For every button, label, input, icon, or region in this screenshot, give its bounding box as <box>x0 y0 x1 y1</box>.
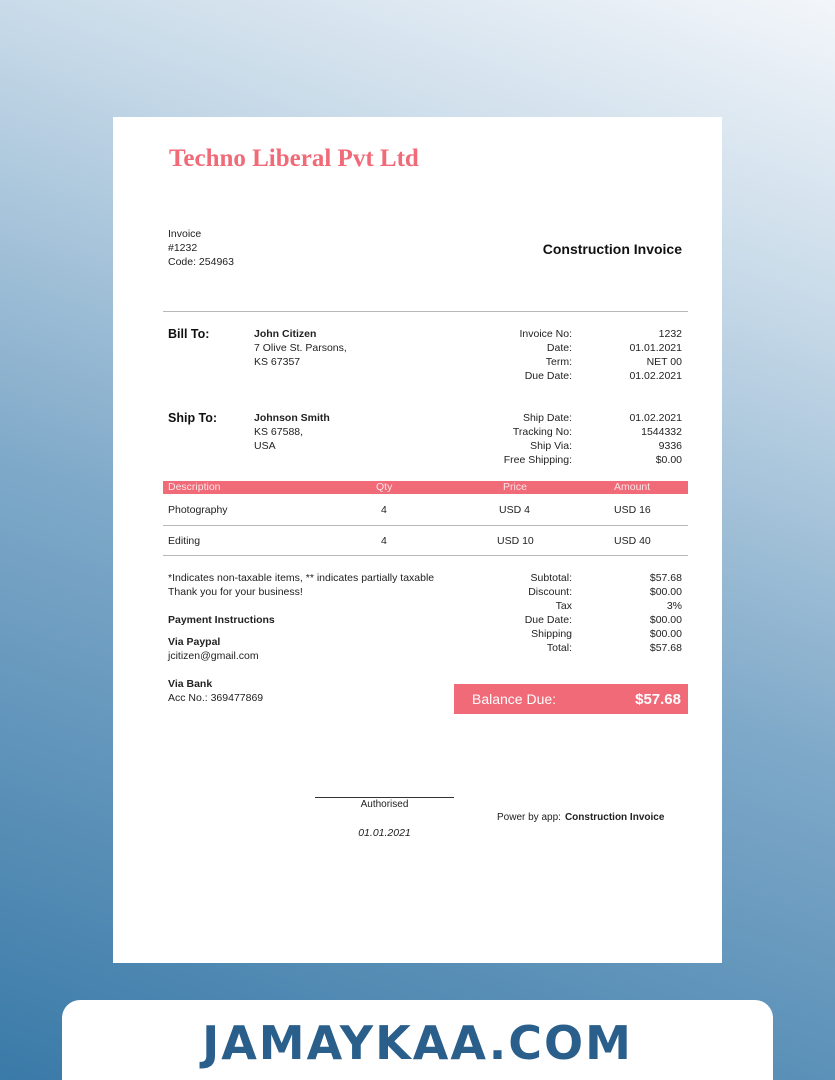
company-name: Techno Liberal Pvt Ltd <box>169 145 419 172</box>
header-divider <box>163 311 688 312</box>
row-divider <box>163 525 688 526</box>
footer-banner <box>62 1000 773 1080</box>
header-amount: Amount <box>614 481 651 493</box>
powered-by-app: Construction Invoice <box>564 812 665 823</box>
cell-price: USD 10 <box>497 535 534 547</box>
ship-row <box>472 439 682 453</box>
powered-by-prefix: Power by app: <box>497 812 561 823</box>
invoice-meta <box>168 227 234 269</box>
ship-to-name: Johnson Smith <box>254 412 330 424</box>
thank-you-note: Thank you for your business! <box>168 586 303 598</box>
ship-value: 1544332 <box>641 426 682 438</box>
ship-row <box>472 453 682 467</box>
cell-description: Photography <box>168 504 228 516</box>
invoice-code: Code: 254963 <box>168 256 234 268</box>
bill-to-label: Bill To: <box>168 327 210 341</box>
ship-value: $0.00 <box>655 454 682 466</box>
ship-key: Free Shipping: <box>503 454 572 466</box>
cell-qty: 4 <box>381 504 387 516</box>
info-row <box>472 369 682 383</box>
table-header <box>163 481 688 494</box>
totals-block <box>452 571 682 655</box>
ship-key: Tracking No: <box>512 426 572 438</box>
info-key: Date: <box>546 342 572 354</box>
totals-row <box>452 641 682 655</box>
paypal-email: jcitizen@gmail.com <box>168 650 259 662</box>
bill-to-line2: KS 67357 <box>254 356 301 368</box>
header-price: Price <box>503 481 527 493</box>
tax-note: *Indicates non-taxable items, ** indicates partially taxable <box>168 572 435 584</box>
bill-to-address <box>254 327 347 369</box>
info-row <box>472 355 682 369</box>
cell-price: USD 4 <box>499 504 530 516</box>
ship-to-label: Ship To: <box>168 411 218 425</box>
header-qty: Qty <box>376 481 393 493</box>
ship-value: 9336 <box>658 440 682 452</box>
balance-due-label: Balance Due: <box>472 691 557 707</box>
signature-date: 01.01.2021 <box>358 827 411 839</box>
balance-due-value: $57.68 <box>635 690 681 708</box>
totals-row <box>452 571 682 585</box>
balance-due-box <box>454 684 688 714</box>
info-row <box>472 341 682 355</box>
totals-key: Subtotal: <box>530 572 572 584</box>
row-divider <box>163 555 688 556</box>
totals-key: Shipping <box>531 628 572 640</box>
info-row <box>472 327 682 341</box>
ship-to-address <box>254 411 330 453</box>
cell-description: Editing <box>168 535 201 547</box>
signature-label: Authorised <box>360 799 409 810</box>
totals-row <box>452 599 682 613</box>
totals-key: Discount: <box>528 586 572 598</box>
document-title: Construction Invoice <box>542 241 682 257</box>
totals-value: 3% <box>666 600 682 612</box>
ship-value: 01.02.2021 <box>629 412 682 424</box>
bill-to-line1: 7 Olive St. Parsons, <box>254 342 347 354</box>
invoice-page <box>113 117 722 963</box>
info-value: 1232 <box>658 328 682 340</box>
signature-line <box>315 797 454 798</box>
ship-to-line2: USA <box>254 440 276 452</box>
cell-qty: 4 <box>381 535 387 547</box>
totals-key: Total: <box>546 642 572 654</box>
totals-value: $00.00 <box>649 586 682 598</box>
info-value: 01.02.2021 <box>629 370 682 382</box>
bank-account: Acc No.: 369477869 <box>168 692 264 704</box>
cell-amount: USD 40 <box>614 535 651 547</box>
ship-info <box>472 411 682 467</box>
cell-amount: USD 16 <box>614 504 651 516</box>
ship-to-line1: KS 67588, <box>254 426 304 438</box>
totals-row <box>452 627 682 641</box>
info-key: Due Date: <box>524 370 572 382</box>
info-key: Term: <box>545 356 572 368</box>
invoice-info <box>472 327 682 383</box>
footer-site-name: JAMAYKAA.COM <box>202 1016 633 1070</box>
info-value: NET 00 <box>646 356 682 368</box>
totals-value: $00.00 <box>649 614 682 626</box>
ship-key: Ship Via: <box>530 440 572 452</box>
invoice-label: Invoice <box>168 228 202 240</box>
totals-row <box>452 613 682 627</box>
bank-title: Via Bank <box>168 678 213 690</box>
ship-row <box>472 411 682 425</box>
totals-value: $57.68 <box>649 642 682 654</box>
totals-key: Due Date: <box>524 614 572 626</box>
totals-value: $00.00 <box>649 628 682 640</box>
invoice-number: #1232 <box>168 242 198 254</box>
ship-row <box>472 425 682 439</box>
paypal-title: Via Paypal <box>168 636 221 648</box>
payment-instructions-title: Payment Instructions <box>168 614 275 626</box>
totals-row <box>452 585 682 599</box>
info-value: 01.01.2021 <box>629 342 682 354</box>
totals-key: Tax <box>555 600 572 612</box>
bill-to-name: John Citizen <box>254 328 317 340</box>
totals-value: $57.68 <box>649 572 682 584</box>
table-row <box>163 534 688 548</box>
notes-block <box>168 571 434 705</box>
powered-by <box>497 812 664 823</box>
info-key: Invoice No: <box>519 328 572 340</box>
ship-key: Ship Date: <box>522 412 572 424</box>
header-description: Description <box>168 481 221 493</box>
table-row <box>163 503 688 517</box>
